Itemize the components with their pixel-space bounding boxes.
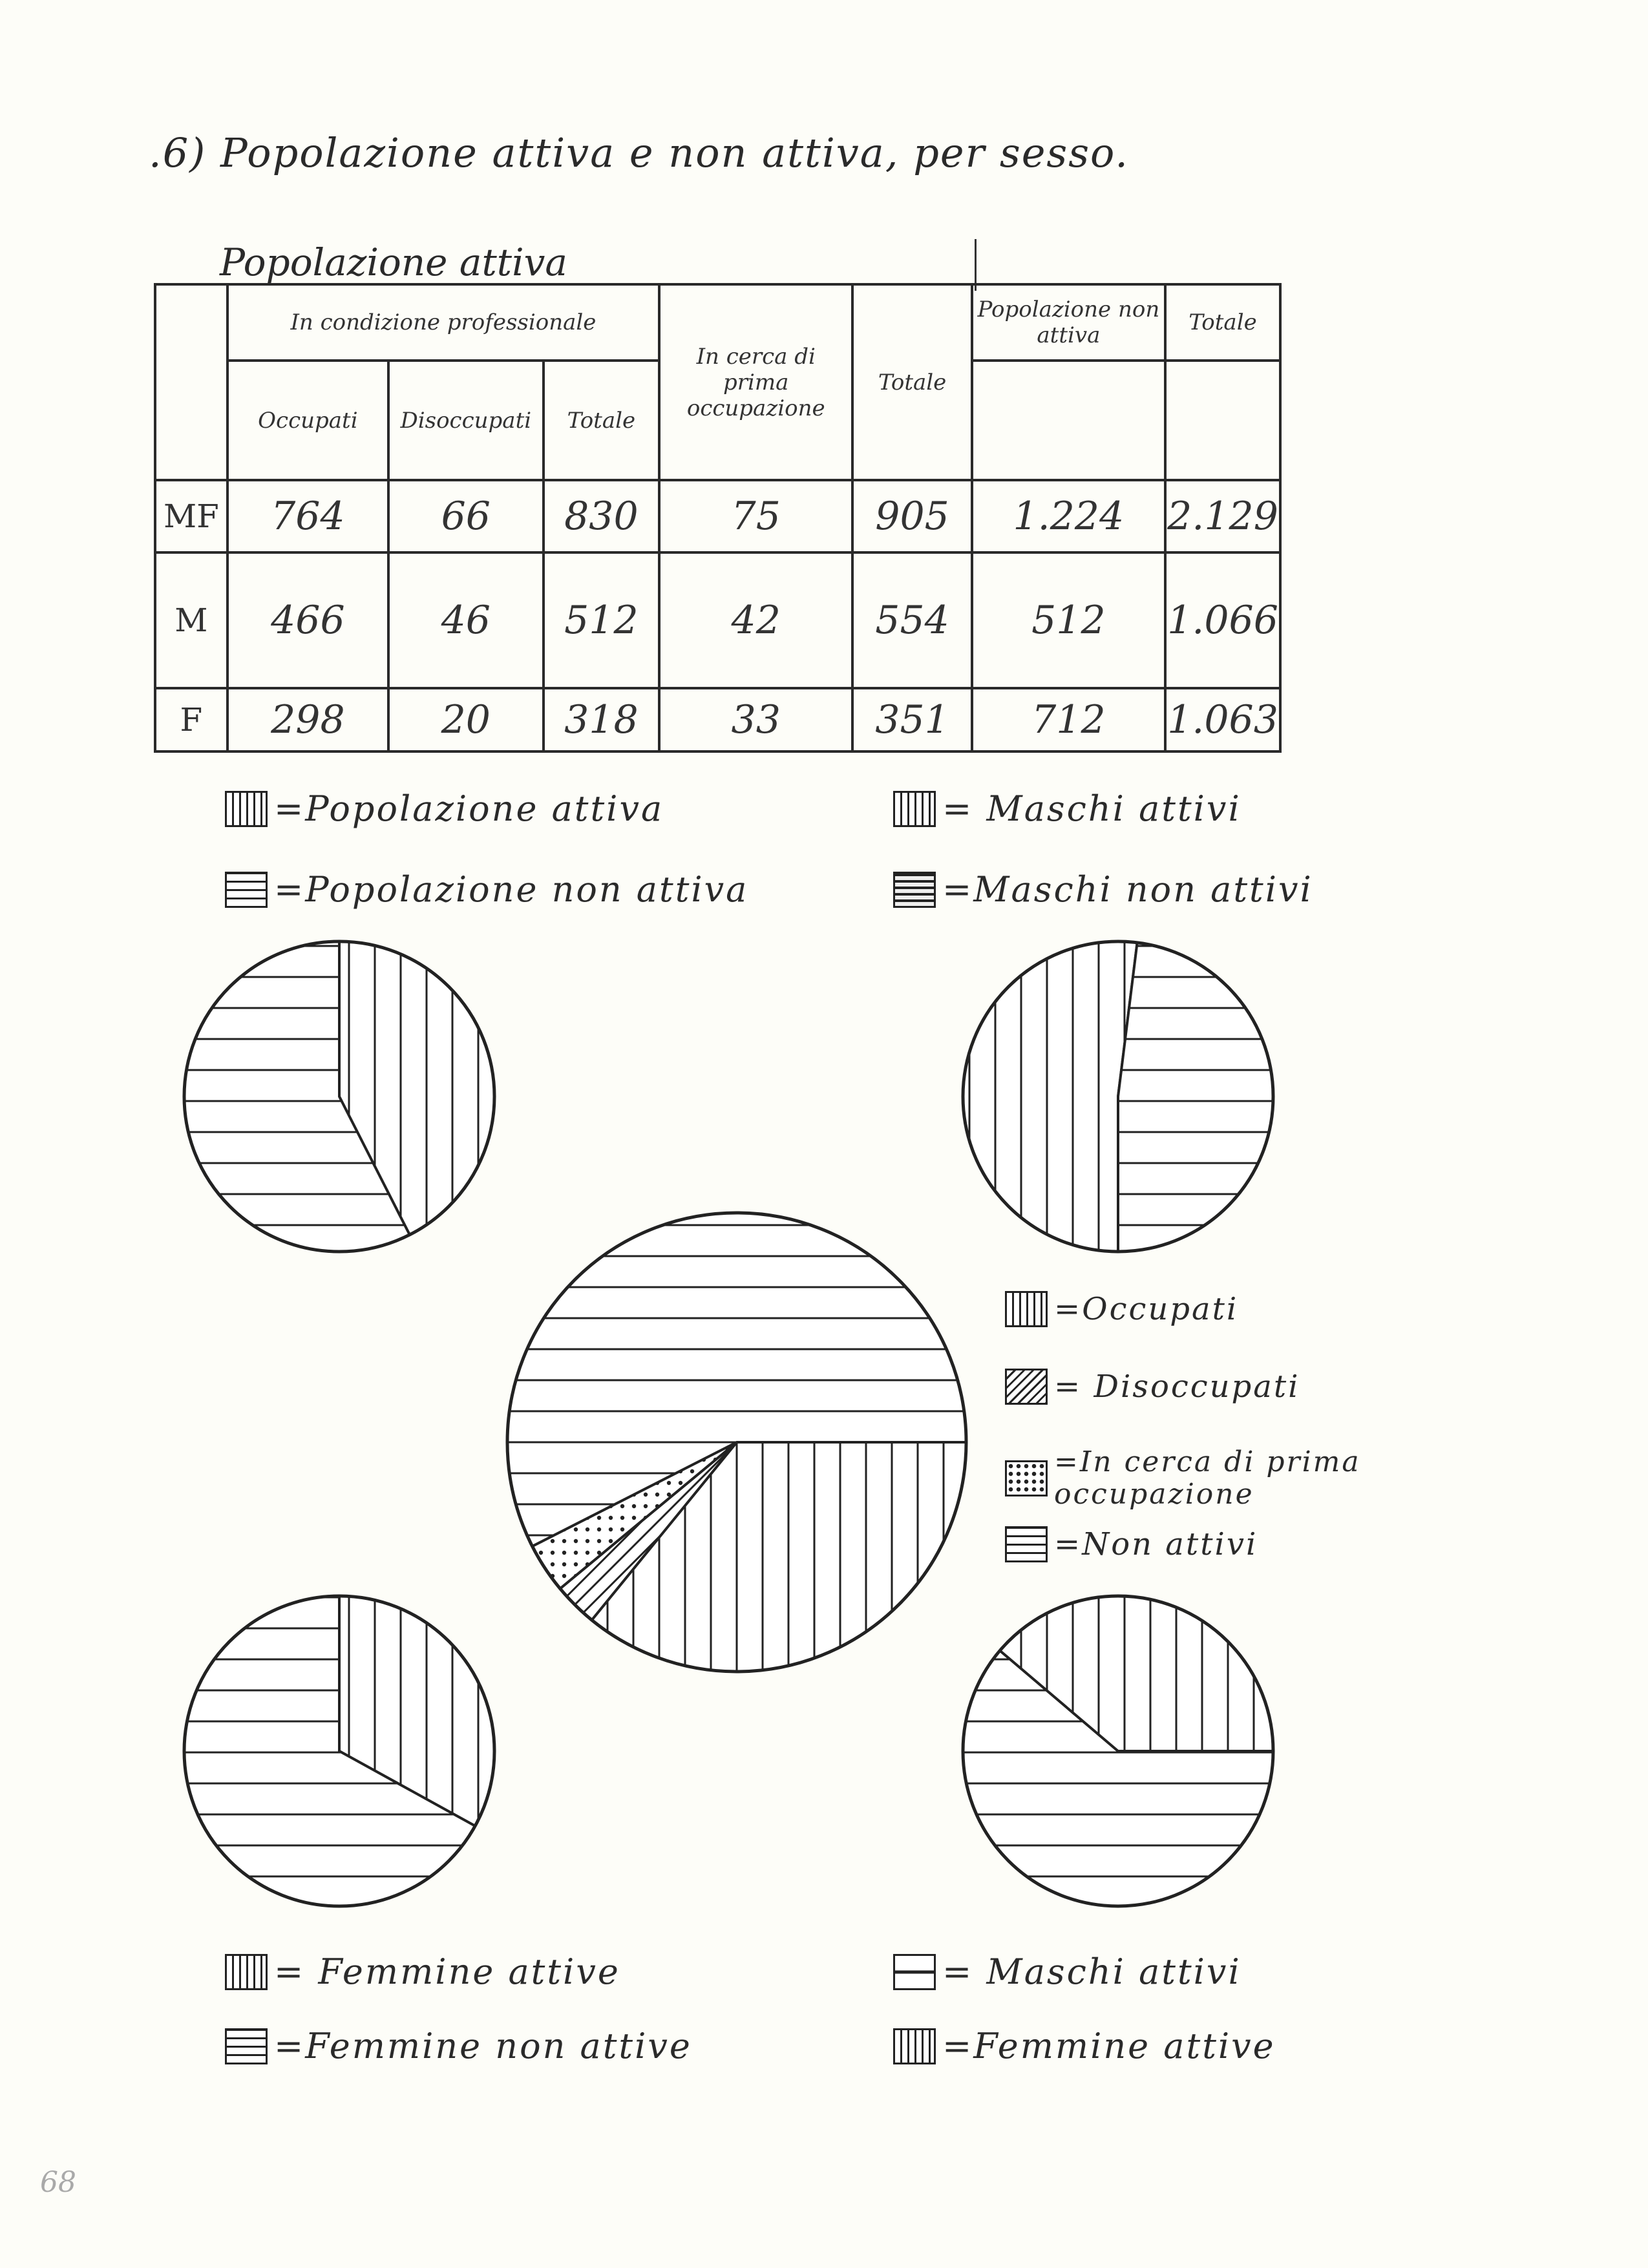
legend-label: =Popolazione attiva	[274, 788, 664, 829]
legend-label: =Non attivi	[1054, 1526, 1258, 1562]
row-label: F	[155, 688, 227, 751]
cell-totale-generale: 2.129	[1165, 480, 1280, 552]
table-caption: Popolazione attiva	[220, 240, 568, 284]
page-number: 68	[40, 2166, 76, 2199]
header-occupati: Occupati	[227, 361, 388, 480]
legend-label: =Femmine attive	[942, 2026, 1276, 2066]
pie-chart-bottom-right	[963, 1596, 1273, 1906]
cell-totale-attiva: 905	[852, 480, 971, 552]
pie-slice-maschi-attivi	[963, 941, 1137, 1252]
pie-chart-center	[507, 1213, 966, 1672]
legend-label: =In cerca di prima occupazione	[1054, 1445, 1361, 1511]
header-totale: Totale	[544, 361, 659, 480]
legend-label: = Maschi attivi	[942, 788, 1241, 829]
cell-totale-attiva: 554	[852, 552, 971, 688]
cell-in-cerca: 33	[659, 688, 852, 751]
cell-totale: 318	[544, 688, 659, 751]
cell-occupati: 764	[227, 480, 388, 552]
pie-chart-top-left	[184, 941, 494, 1252]
cell-occupati: 298	[227, 688, 388, 751]
cell-totale-generale: 1.066	[1165, 552, 1280, 688]
legend-label: =Occupati	[1054, 1291, 1239, 1327]
header-non-attiva: Popolazione non attiva	[972, 284, 1165, 361]
legend-label: = Disoccupati	[1054, 1369, 1300, 1405]
cell-in-cerca: 75	[659, 480, 852, 552]
row-label: M	[155, 552, 227, 688]
cell-non-attiva: 1.224	[972, 480, 1165, 552]
header-totale-generale: Totale	[1165, 284, 1280, 361]
cell-disoccupati: 66	[388, 480, 544, 552]
cell-disoccupati: 20	[388, 688, 544, 751]
cell-disoccupati: 46	[388, 552, 544, 688]
pie-chart-top-right	[963, 941, 1273, 1252]
header-totale-attiva: Totale	[852, 284, 971, 480]
legend-label: =Maschi non attivi	[942, 869, 1313, 910]
header-in-cerca: In cerca di prima occupazione	[659, 284, 852, 480]
cell-non-attiva: 512	[972, 552, 1165, 688]
header-disoccupati: Disoccupati	[388, 361, 544, 480]
cell-totale-attiva: 351	[852, 688, 971, 751]
legend-label: =Femmine non attive	[274, 2026, 692, 2066]
pie-chart-bottom-left	[184, 1596, 494, 1906]
cell-non-attiva: 712	[972, 688, 1165, 751]
cell-totale: 830	[544, 480, 659, 552]
header-condizione-professionale: In condizione professionale	[227, 284, 659, 361]
cell-in-cerca: 42	[659, 552, 852, 688]
cell-occupati: 466	[227, 552, 388, 688]
legend-label: =Popolazione non attiva	[274, 869, 749, 910]
cell-totale: 512	[544, 552, 659, 688]
legend-label: = Maschi attivi	[942, 1951, 1241, 1992]
row-label: MF	[155, 480, 227, 552]
cell-totale-generale: 1.063	[1165, 688, 1280, 751]
legend-label: = Femmine attive	[274, 1951, 620, 1992]
page-title: .6) Popolazione attiva e non attiva, per sesso.	[149, 129, 1130, 176]
pie-slice-maschi-non-attivi	[1118, 943, 1273, 1252]
